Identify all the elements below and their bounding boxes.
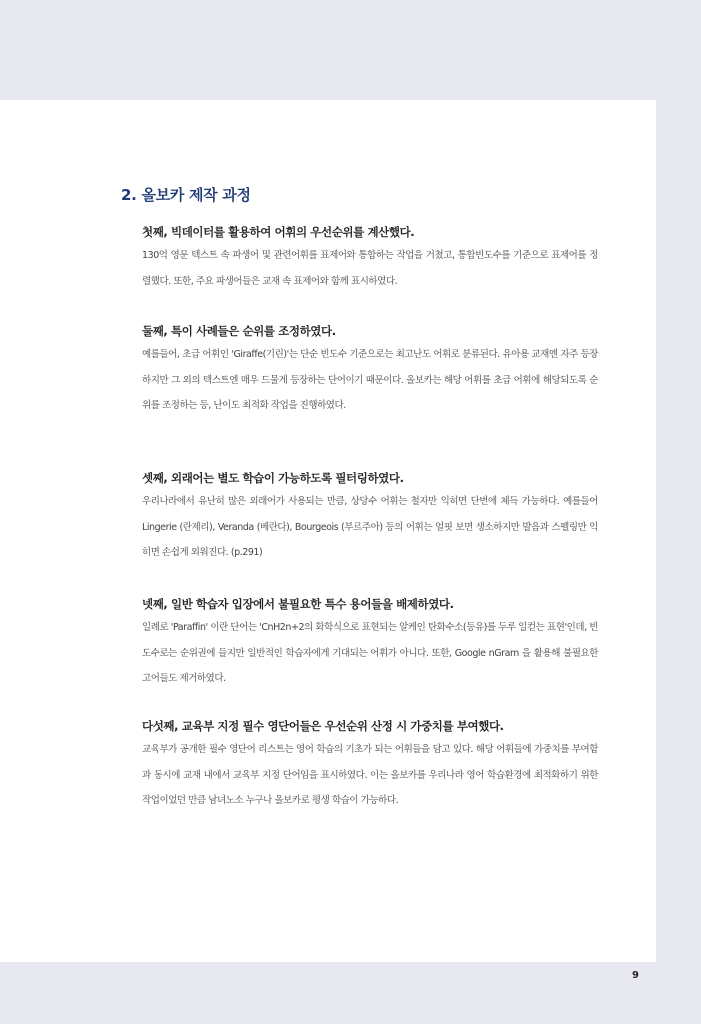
section-3 [142,467,598,566]
section-1-title: 첫째, 빅데이터를 활용하여 어휘의 우선순위를 계산했다. [142,225,415,239]
page-number: 9 [632,970,639,981]
section-2-body: 예를들어, 초급 어휘인 'Giraffe(기린)'는 단순 빈도수 기준으로는 최고난도 어휘로 분류된다. 유아용 교재엔 자주 등장하지만 그 외의 텍스트엔 매우 드물게 등장하는 단어이기 때문이다. 올보카는 해당 어휘를 초급 어휘에 해당되도록 순위를 조정하는 등, 난이도 최적화 작업을 진행하였다. [142,349,598,411]
section-1 [142,221,598,294]
section-4-title: 넷째, 일반 학습자 입장에서 불필요한 특수 용어들을 배제하였다. [142,597,454,611]
section-2-title: 둘째, 특이 사례들은 순위를 조정하였다. [142,324,336,338]
section-3-body: 우리나라에서 유난히 많은 외래어가 사용되는 만큼, 상당수 어휘는 철자만 익히면 단번에 체득 가능하다. 예를들어 Lingerie (란제리), Veranda (베란다), Bourgeois (부르주아) 등의 어휘는 얼핏 보면 생소하지만 발음과 스펠링만 익히면 손쉽게 외워진다. (p.291) [142,496,598,558]
section-5-title: 다섯째, 교육부 지정 필수 영단어들은 우선순위 산정 시 가중치를 부여했다. [142,719,504,733]
section-2 [142,320,598,419]
section-4-body: 일례로 'Paraffin' 이란 단어는 'CnH2n+2의 화학식으로 표현되는 알케인 탄화수소(등유)를 두루 일컫는 표현'인데, 빈도수로는 순위권에 들지만 일반적인 학습자에게 기대되는 어휘가 아니다. 또한, Google nGram 을 활용해 불필요한 고어들도 제거하였다. [142,622,598,684]
section-5 [142,715,598,814]
section-3-title: 셋째, 외래어는 별도 학습이 가능하도록 필터링하였다. [142,471,404,485]
section-heading: 2. 올보카 제작 과정 [121,186,251,204]
section-1-body: 130억 영문 텍스트 속 파생어 및 관련어휘를 표제어와 통합하는 작업을 거쳤고, 통합빈도수를 기준으로 표제어를 정렬했다. 또한, 주요 파생어들은 교재 속 표제어와 함께 표시하였다. [142,250,598,287]
section-4 [142,593,598,692]
section-5-body: 교육부가 공개한 필수 영단어 리스트는 영어 학습의 기초가 되는 어휘들을 담고 있다. 해당 어휘들에 가중치를 부여함과 동시에 교재 내에서 교육부 지정 단어임을 표시하였다. 이는 올보카를 우리나라 영어 학습환경에 최적화하기 위한 작업이었던 만큼 남녀노소 누구나 올보카로 평생 학습이 가능하다. [142,744,598,806]
